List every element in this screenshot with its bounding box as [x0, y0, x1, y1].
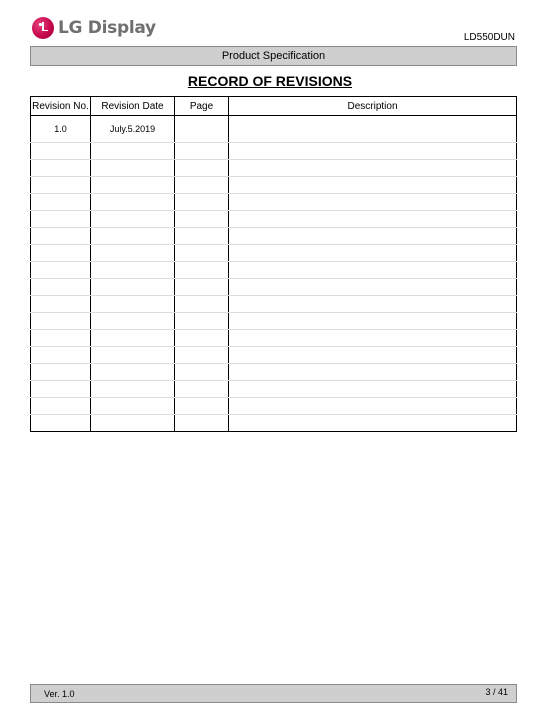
- page-cell: [175, 160, 229, 177]
- page-cell: [175, 398, 229, 415]
- description-cell: [229, 398, 517, 415]
- revision-no-cell: [31, 177, 91, 194]
- page-cell: [175, 347, 229, 364]
- page-cell: [175, 296, 229, 313]
- revision-no-cell: [31, 228, 91, 245]
- page-cell: [175, 364, 229, 381]
- revision-date-cell: July.5.2019: [91, 116, 175, 143]
- revision-no-cell: [31, 313, 91, 330]
- table-row: [31, 364, 517, 381]
- table-row: [31, 177, 517, 194]
- revision-date-cell: [91, 160, 175, 177]
- description-cell: [229, 364, 517, 381]
- page-cell: [175, 228, 229, 245]
- table-header-row: [31, 97, 517, 116]
- revision-date-cell: [91, 262, 175, 279]
- version-label: Ver. 1.0: [44, 689, 75, 699]
- description-cell: [229, 228, 517, 245]
- revision-date-cell: [91, 364, 175, 381]
- revision-date-cell: [91, 313, 175, 330]
- revision-date-cell: [91, 211, 175, 228]
- description-cell: [229, 211, 517, 228]
- revision-no-cell: [31, 364, 91, 381]
- revision-no-cell: [31, 296, 91, 313]
- header-band: Product Specification: [30, 46, 517, 66]
- table-row: [31, 160, 517, 177]
- page-title: RECORD OF REVISIONS: [187, 73, 353, 89]
- column-header-revision-no: Revision No.: [31, 97, 91, 116]
- description-cell: [229, 143, 517, 160]
- description-cell: [229, 313, 517, 330]
- revision-no-cell: 1.0: [31, 116, 91, 143]
- description-cell: [229, 415, 517, 432]
- description-cell: [229, 381, 517, 398]
- revision-date-cell: [91, 245, 175, 262]
- page-cell: [175, 415, 229, 432]
- revision-date-cell: [91, 194, 175, 211]
- table-row: [31, 313, 517, 330]
- revision-date-cell: [91, 177, 175, 194]
- page-cell: [175, 116, 229, 143]
- table-row: [31, 228, 517, 245]
- description-cell: [229, 116, 517, 143]
- table-row: [31, 296, 517, 313]
- revision-date-cell: [91, 330, 175, 347]
- brand-name: LG Display: [58, 18, 156, 38]
- description-cell: [229, 262, 517, 279]
- description-cell: [229, 296, 517, 313]
- revision-date-cell: [91, 279, 175, 296]
- revision-no-cell: [31, 160, 91, 177]
- description-cell: [229, 245, 517, 262]
- page-number: 3 / 41: [485, 687, 508, 697]
- revision-date-cell: [91, 398, 175, 415]
- table-row: [31, 415, 517, 432]
- column-header-description: Description: [229, 97, 517, 116]
- description-cell: [229, 347, 517, 364]
- description-cell: [229, 330, 517, 347]
- table-row: [31, 279, 517, 296]
- footer-band: [30, 684, 517, 703]
- revision-no-cell: [31, 262, 91, 279]
- table-row: [31, 194, 517, 211]
- revision-date-cell: [91, 228, 175, 245]
- revision-date-cell: [91, 143, 175, 160]
- column-header-revision-date: Revision Date: [91, 97, 175, 116]
- page-cell: [175, 262, 229, 279]
- revision-no-cell: [31, 330, 91, 347]
- table-row: [31, 398, 517, 415]
- revision-no-cell: [31, 415, 91, 432]
- brand-logo: [32, 16, 156, 40]
- page-cell: [175, 313, 229, 330]
- revision-date-cell: [91, 381, 175, 398]
- table-row: [31, 381, 517, 398]
- table-row: [31, 262, 517, 279]
- column-header-page: Page: [175, 97, 229, 116]
- page-cell: [175, 381, 229, 398]
- page-cell: [175, 330, 229, 347]
- revision-date-cell: [91, 415, 175, 432]
- table-row: [31, 330, 517, 347]
- revision-no-cell: [31, 398, 91, 415]
- table-row: [31, 143, 517, 160]
- description-cell: [229, 177, 517, 194]
- description-cell: [229, 279, 517, 296]
- table-row: [31, 245, 517, 262]
- description-cell: [229, 160, 517, 177]
- page-cell: [175, 143, 229, 160]
- page-cell: [175, 211, 229, 228]
- revision-date-cell: [91, 296, 175, 313]
- model-number: LD550DUN: [463, 32, 515, 43]
- page-cell: [175, 177, 229, 194]
- revision-table: [30, 96, 517, 432]
- description-cell: [229, 194, 517, 211]
- revision-no-cell: [31, 381, 91, 398]
- revision-no-cell: [31, 347, 91, 364]
- revision-no-cell: [31, 211, 91, 228]
- page-cell: [175, 279, 229, 296]
- revision-no-cell: [31, 194, 91, 211]
- table-row: [31, 347, 517, 364]
- table-row: [31, 211, 517, 228]
- revision-no-cell: [31, 279, 91, 296]
- page-cell: [175, 194, 229, 211]
- revision-date-cell: [91, 347, 175, 364]
- table-row: [31, 116, 517, 143]
- revision-no-cell: [31, 245, 91, 262]
- lg-logo-icon: [32, 17, 54, 39]
- revision-no-cell: [31, 143, 91, 160]
- page-cell: [175, 245, 229, 262]
